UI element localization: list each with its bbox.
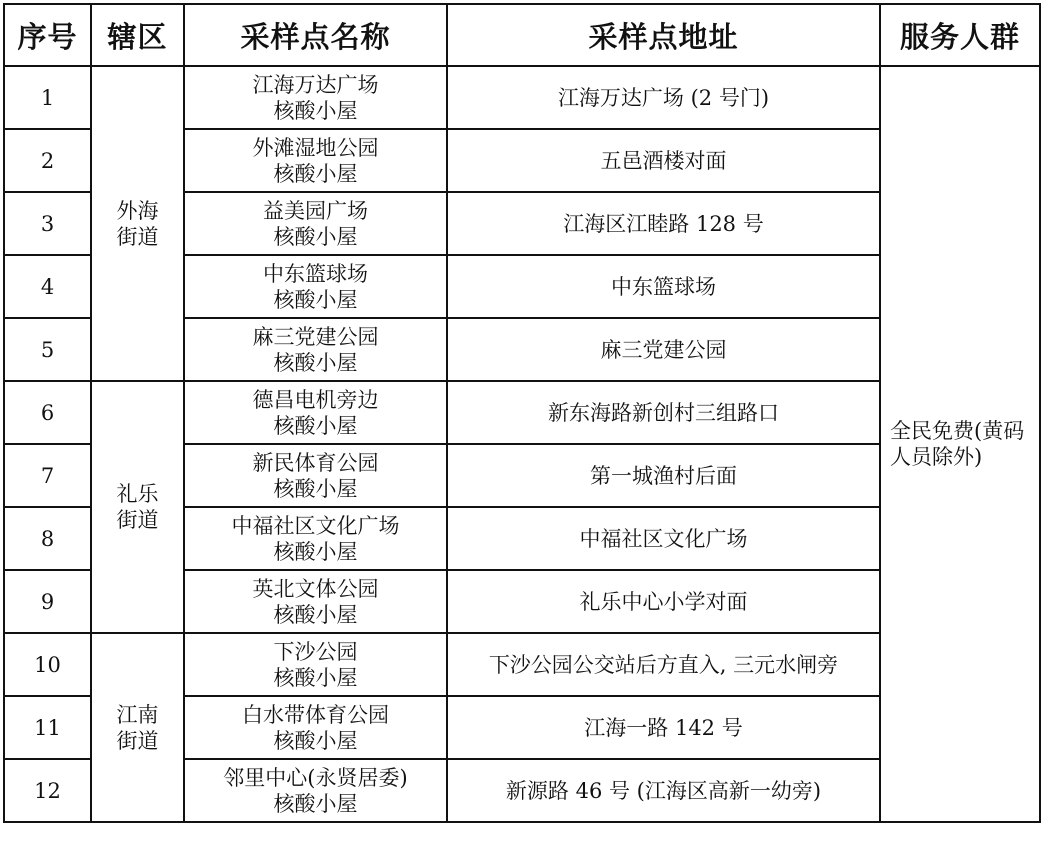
row-seq: 4: [4, 255, 91, 318]
site-name-cell: [184, 318, 447, 381]
header-row: [4, 4, 1040, 66]
site-name-cell: [184, 255, 447, 318]
district-label: 外海街道: [116, 198, 159, 249]
row-seq: 12: [4, 759, 91, 822]
district-cell: [91, 633, 184, 822]
header-district: 辖区: [91, 4, 184, 66]
site-name: 江海万达广场: [252, 72, 379, 97]
row-seq: 10: [4, 633, 91, 696]
sampling-points-table: [3, 3, 1041, 823]
site-name-cell: [184, 570, 447, 633]
site-name-cell: [184, 381, 447, 444]
site-address: 麻三党建公园: [447, 318, 880, 381]
site-name: 中福社区文化广场: [231, 513, 400, 538]
site-name: 德昌电机旁边: [252, 387, 379, 412]
site-name-cell: [184, 633, 447, 696]
site-type: 核酸小屋: [273, 728, 358, 753]
site-type: 核酸小屋: [273, 413, 358, 438]
row-seq: 5: [4, 318, 91, 381]
site-address: 礼乐中心小学对面: [447, 570, 880, 633]
site-type: 核酸小屋: [273, 98, 358, 123]
site-name-cell: [184, 759, 447, 822]
district-cell: [91, 381, 184, 633]
site-address: 江海一路 142 号: [447, 696, 880, 759]
site-type: 核酸小屋: [273, 161, 358, 186]
site-name: 益美园广场: [263, 198, 368, 223]
site-name: 外滩湿地公园: [252, 135, 379, 160]
site-name: 白水带体育公园: [242, 702, 389, 727]
site-type: 核酸小屋: [273, 350, 358, 375]
site-name: 中东篮球场: [263, 261, 368, 286]
row-seq: 1: [4, 66, 91, 129]
district-cell: [91, 66, 184, 381]
site-address: 中福社区文化广场: [447, 507, 880, 570]
header-service: 服务人群: [880, 4, 1040, 66]
site-type: 核酸小屋: [273, 224, 358, 249]
row-seq: 7: [4, 444, 91, 507]
site-type: 核酸小屋: [273, 665, 358, 690]
table-row: [4, 66, 1040, 129]
site-type: 核酸小屋: [273, 287, 358, 312]
row-seq: 8: [4, 507, 91, 570]
site-name: 邻里中心(永贤居委): [223, 765, 408, 790]
site-name: 新民体育公园: [252, 450, 379, 475]
site-address: 江海万达广场 (2 号门): [447, 66, 880, 129]
district-label: 礼乐街道: [116, 482, 159, 532]
site-name: 英北文体公园: [252, 576, 379, 601]
site-name-cell: [184, 696, 447, 759]
site-name-cell: [184, 444, 447, 507]
district-label: 江南街道: [116, 702, 159, 753]
site-name-cell: [184, 66, 447, 129]
site-type: 核酸小屋: [273, 791, 358, 816]
row-seq: 2: [4, 129, 91, 192]
site-type: 核酸小屋: [273, 539, 358, 564]
site-name-cell: [184, 192, 447, 255]
site-address: 第一城渔村后面: [447, 444, 880, 507]
site-address: 新源路 46 号 (江海区高新一幼旁): [447, 759, 880, 822]
row-seq: 6: [4, 381, 91, 444]
site-address: 新东海路新创村三组路口: [447, 381, 880, 444]
service-label: 全民免费(黄码人员除外): [890, 419, 1025, 469]
site-name-cell: [184, 507, 447, 570]
service-cell: [880, 66, 1040, 822]
row-seq: 9: [4, 570, 91, 633]
header-address: 采样点地址: [447, 4, 880, 66]
header-seq: 序号: [4, 4, 91, 66]
site-name-cell: [184, 129, 447, 192]
site-name: 下沙公园: [273, 639, 358, 664]
row-seq: 11: [4, 696, 91, 759]
site-address: 下沙公园公交站后方直入, 三元水闸旁: [447, 633, 880, 696]
site-address: 中东篮球场: [447, 255, 880, 318]
site-address: 江海区江睦路 128 号: [447, 192, 880, 255]
site-name: 麻三党建公园: [252, 324, 379, 349]
row-seq: 3: [4, 192, 91, 255]
site-type: 核酸小屋: [273, 476, 358, 501]
header-name: 采样点名称: [184, 4, 447, 66]
site-type: 核酸小屋: [273, 602, 358, 627]
site-address: 五邑酒楼对面: [447, 129, 880, 192]
